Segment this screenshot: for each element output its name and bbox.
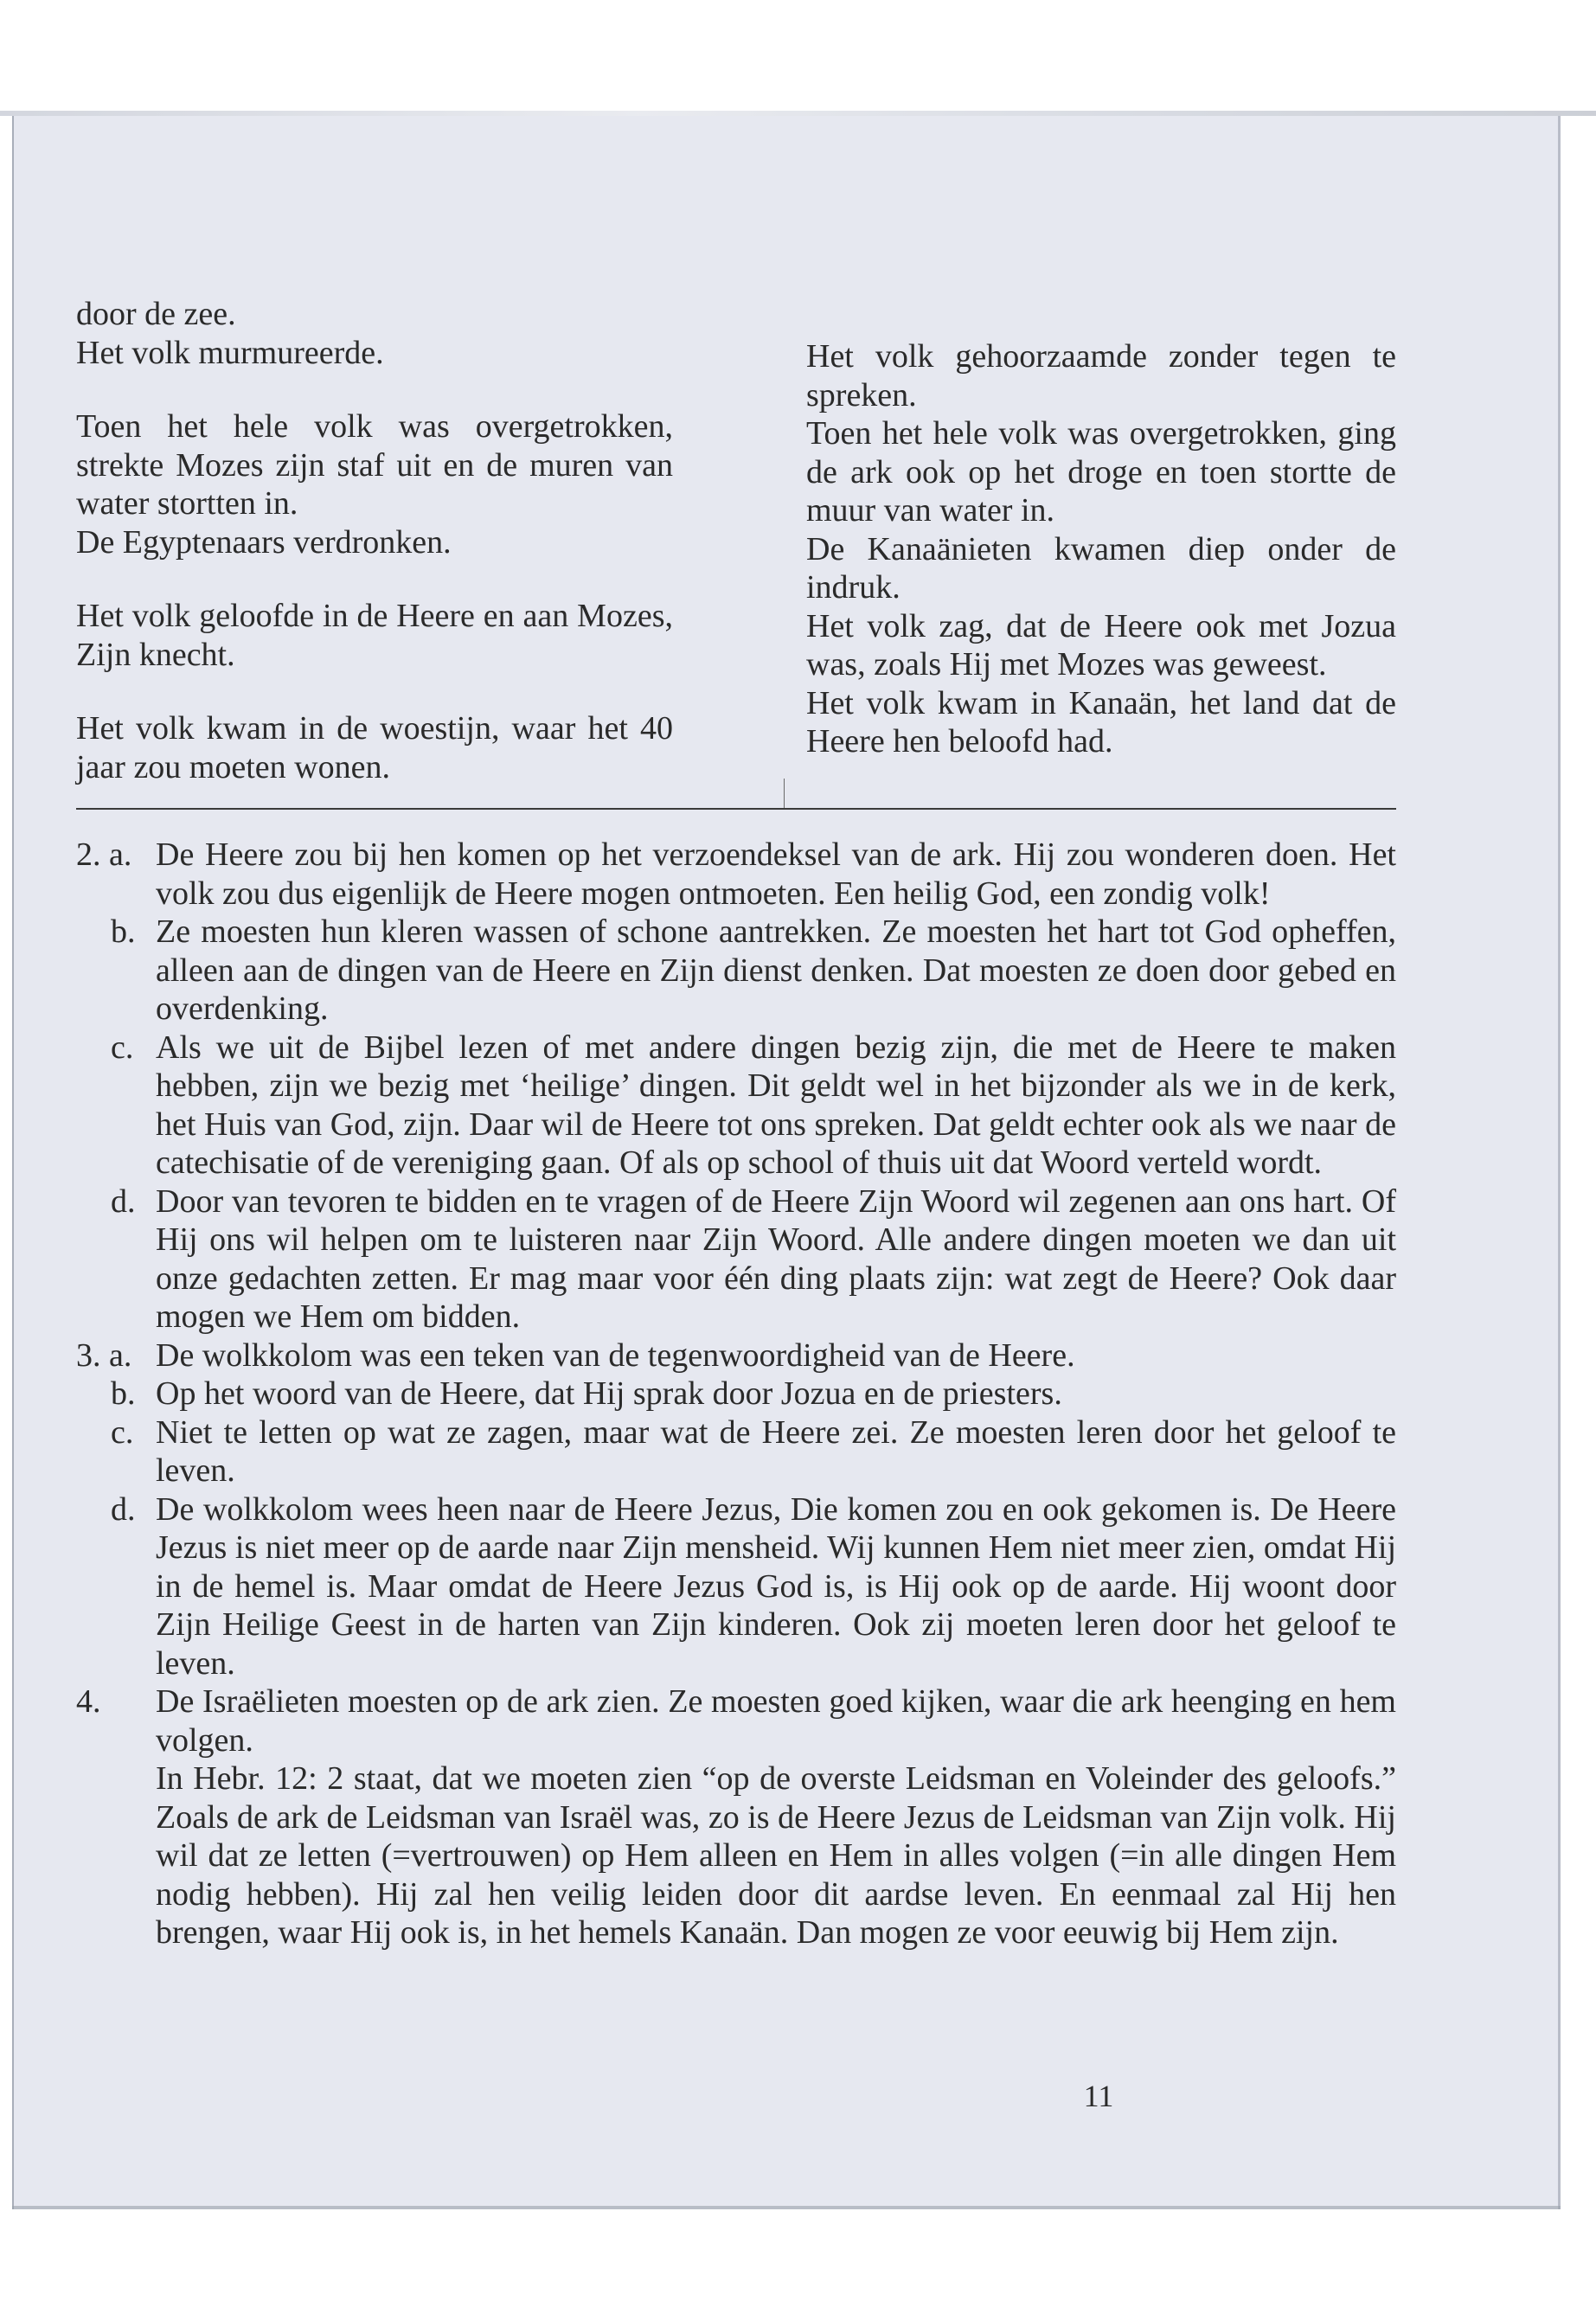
column-divider <box>784 779 785 808</box>
left-paragraph: door de zee. <box>76 296 236 332</box>
answer-item <box>76 1759 1396 1952</box>
answer-label: d. <box>111 1490 136 1528</box>
left-paragraph: Het volk kwam in de woestijn, waar het 40 jaar zou moeten wonen. <box>76 710 673 785</box>
answer-label: 2. a. <box>76 836 132 873</box>
answer-item <box>76 1336 1396 1375</box>
right-paragraph: Toen het hele volk was overgetrokken, ging de ark ook op het droge en toen stortte de muur van water in. <box>806 415 1396 529</box>
right-column <box>806 337 1396 761</box>
left-paragraph: Toen het hele volk was overgetrokken, strekte Mozes zijn staf uit en de muren van water stortten in. <box>76 408 673 522</box>
answer-text: De wolkkolom wees heen naar de Heere Jezus, Die komen zou en ook gekomen is. De Heere Jezus is niet meer op de aarde naar Zijn mensheid. Wij kunnen Hem niet meer zien, omdat Hij in de hemel is. Maar omdat de Heere Jezus God is, is Hij ook op de aarde. Hij woont door Zijn Heilige Geest in de harten van Zijn kinderen. Ook zij moeten leren door het geloof te leven. <box>156 1490 1396 1682</box>
answer-text: Op het woord van de Heere, dat Hij sprak door Jozua en de priesters. <box>156 1375 1062 1412</box>
answer-item <box>76 1490 1396 1683</box>
answer-label: c. <box>111 1029 134 1066</box>
answer-label: b. <box>111 913 136 950</box>
answer-text: De Heere zou bij hen komen op het verzoendeksel van de ark. Hij zou wonderen doen. Het volk zou dus eigenlijk de Heere mogen ontmoeten. Een heilig God, een zondig volk! <box>156 836 1396 912</box>
answer-item <box>76 1375 1396 1413</box>
left-paragraph: Het volk murmureerde. <box>76 334 384 371</box>
answer-text: De Israëlieten moesten op de ark zien. Ze moesten goed kijken, waar die ark heenging en hem volgen. <box>156 1683 1396 1759</box>
page-number: 11 <box>1083 2079 1114 2113</box>
answers-section <box>76 836 1396 1952</box>
answer-label: 4. <box>76 1683 101 1720</box>
paragraph-gap <box>76 372 673 407</box>
answer-label: b. <box>111 1375 136 1412</box>
answer-text: Ze moesten hun kleren wassen of schone aantrekken. Ze moesten het hart tot God opheffen, alleen aan de dingen van de Heere en Zijn dienst denken. Dat moesten ze doen door gebed en overdenking. <box>156 913 1396 1027</box>
section-divider <box>76 808 1396 810</box>
right-paragraph: De Kanaänieten kwamen diep onder de indruk. <box>806 530 1396 606</box>
answer-item <box>76 1029 1396 1183</box>
answer-label: d. <box>111 1183 136 1220</box>
page-bottom-edge <box>12 2206 1561 2209</box>
paragraph-gap <box>76 561 673 597</box>
left-paragraph: Het volk geloofde in de Heere en aan Mozes, Zijn knecht. <box>76 598 673 673</box>
left-paragraph: De Egyptenaars verdronken. <box>76 523 452 561</box>
answer-item <box>76 913 1396 1029</box>
answer-text: In Hebr. 12: 2 staat, dat we moeten zien “op de overste Leidsman en Voleinder des geloofs.” Zoals de ark de Leidsman van Israël was, zo is de Heere Jezus de Leidsman van Zijn volk. Hij wil dat ze letten (=vertrouwen) op Hem alleen en Hem in alles volgen (=in alle dingen Hem nodig hebben). Hij zal hen veilig leiden door dit aardse leven. En eenmaal zal Hij hen brengen, waar Hij ook is, in het hemels Kanaän. Dan mogen ze voor eeuwig bij Hem zijn. <box>156 1760 1396 1951</box>
answer-text: De wolkkolom was een teken van de tegenwoordigheid van de Heere. <box>156 1336 1075 1374</box>
right-paragraph: Het volk gehoorzaamde zonder tegen te spreken. <box>806 338 1396 413</box>
answer-item <box>76 1682 1396 1759</box>
answer-text: Niet te letten op wat ze zagen, maar wat de Heere zei. Ze moesten leren door het geloof te leven. <box>156 1413 1396 1489</box>
answer-label: 3. a. <box>76 1336 132 1374</box>
answer-text: Als we uit de Bijbel lezen of met andere dingen bezig zijn, die met de Heere te maken hebben, zijn we bezig met ‘heilige’ dingen. Dit geldt wel in het bijzonder als we in de kerk, het Huis van God, zijn. Daar wil de Heere tot ons spreken. Dat geldt echter ook als we naar de catechisatie of de vereniging gaan. Of als op school of thuis uit dat Woord verteld wordt. <box>156 1029 1396 1181</box>
answer-text: Door van tevoren te bidden en te vragen of de Heere Zijn Woord wil zegenen aan ons hart. Of Hij ons wil helpen om te luisteren naar Zijn Woord. Alle andere dingen moeten we dan uit onze gedachten zetten. Er mag maar voor één ding plaats zijn: wat zegt de Heere? Ook daar mogen we Hem om bidden. <box>156 1183 1396 1335</box>
right-paragraph: Het volk zag, dat de Heere ook met Jozua was, zoals Hij met Mozes was geweest. <box>806 607 1396 683</box>
left-column <box>76 295 673 786</box>
answer-label: c. <box>111 1413 134 1451</box>
answer-item <box>76 1413 1396 1490</box>
paragraph-gap <box>76 674 673 709</box>
answer-item <box>76 1183 1396 1336</box>
right-paragraph: Het volk kwam in Kanaän, het land dat de Heere hen beloofd had. <box>806 684 1396 760</box>
answer-item <box>76 836 1396 913</box>
